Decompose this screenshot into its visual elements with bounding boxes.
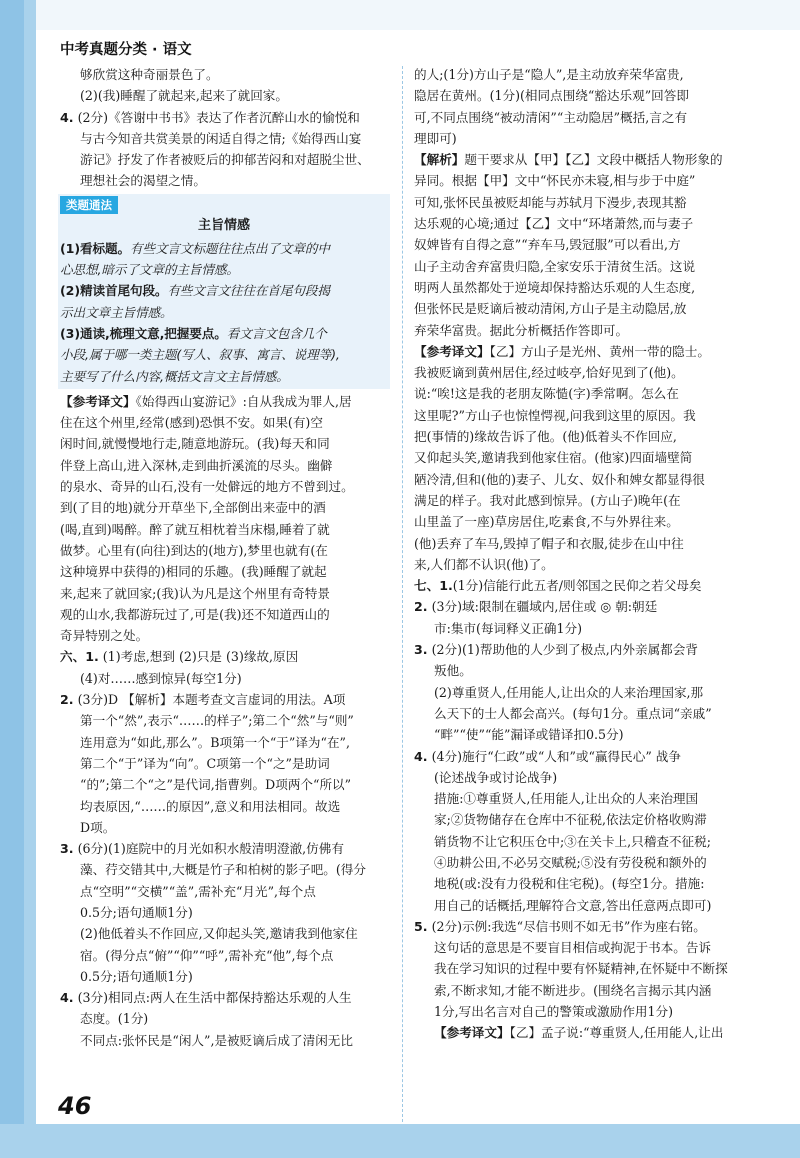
text-line: 措施:①尊重贤人,任用能人,让出众的人来治理国 — [434, 791, 699, 807]
text-line: 奇异特别之处。 — [60, 628, 149, 644]
text-line: 《始得西山宴游记》:自从我成为罪人,居 — [135, 393, 352, 409]
text-line: 态度。(1分) — [80, 1011, 149, 1027]
text-line: (3分)D 【解析】本题考查文言虚词的用法。A项 — [77, 692, 346, 708]
method-label: (2)精读首尾句段。 — [60, 283, 168, 299]
answer-7-5 — [414, 916, 744, 1022]
translation-block — [414, 341, 744, 575]
right-column — [414, 64, 744, 1044]
text-line: (4)对……感到惊异(每空1分) — [80, 670, 242, 686]
text-line: 0.5分;语句通顺1分) — [80, 968, 193, 984]
section-label: 【参考译文】 — [60, 393, 136, 409]
text-line: 么天下的士人都会高兴。(每句1分。重点词“亲戚” — [434, 705, 712, 721]
section-label: 【解析】 — [414, 152, 465, 168]
text-line: 叛他。 — [434, 663, 472, 679]
text-line: “的”;第二个“之”是代词,指曹刿。D项两个“所以” — [80, 777, 352, 793]
text-line: 有些文言文标题往往点出了文章的中 — [129, 240, 330, 256]
text-line: 陋冷清,但和(他的)妻子、儿女、奴仆和婢女都显得很 — [414, 471, 705, 487]
left-column — [60, 64, 390, 1051]
text-line: (喝,直到)喝醉。醉了就互相枕着当床榻,睡着了就 — [60, 521, 330, 537]
answer-7-4 — [414, 746, 744, 916]
text-line: (3分)相同点:两人在生活中都保持豁达乐观的人生 — [77, 990, 352, 1006]
text-line: 点“空明”“交横”“盖”,需补充“月光”,每个点 — [80, 883, 316, 899]
section-label: 【参考译文】 — [434, 1025, 510, 1041]
text-line: 连用意为“如此,那么”。B项第一个“于”译为“在”, — [80, 734, 350, 750]
text-line: 用自己的话概括,理解符合文意,答出任意两点即可) — [434, 897, 712, 913]
text-line: 均表原因,“……的原因”,意义和用法相同。故选 — [80, 798, 341, 814]
text-line: (4分)施行“仁政”或“人和”或“赢得民心” 战争 — [431, 748, 681, 764]
text-line: 到(了目的地)就分开草坐下,全部倒出来壶中的酒 — [60, 500, 326, 516]
text-line: 理想社会的渴望之情。 — [80, 173, 206, 189]
question-number: 3. — [414, 642, 428, 658]
analysis-block — [414, 149, 744, 341]
text-line: (2)尊重贤人,任用能人,让出众的人来治理国家,那 — [434, 684, 704, 700]
text-line: 可知,张怀民虽被贬却能与苏轼月下漫步,表现其豁 — [414, 194, 687, 210]
question-number: 2. — [414, 599, 428, 615]
text-line: 销货物不让它积压仓中;③在关卡上,只稽查不征税; — [434, 833, 711, 849]
text-line: 第一个“然”,表示“……的样子”;第二个“然”与“则” — [80, 713, 354, 729]
question-number: 4. — [60, 990, 74, 1006]
text-line: 隐居在黄州。(1分)(相同点围绕“豁达乐观”回答即 — [414, 88, 689, 104]
page-number: 46 — [58, 1092, 92, 1120]
text-line: 有些文言文往往在首尾句段揭 — [167, 283, 330, 299]
text-line: (他)丢弃了车马,毁掉了帽子和衣服,徒步在山中往 — [414, 535, 684, 551]
text-line: (2分)《答谢中书书》表达了作者沉醉山水的愉悦和 — [77, 109, 360, 125]
text-line: 不同点:张怀民是“闲人”,是被贬谪后成了清闲无比 — [80, 1032, 353, 1048]
answer-7-2 — [414, 596, 744, 639]
method-label: (3)通读,梳理文意,把握要点。 — [60, 325, 227, 341]
section-number: 七、1. — [414, 578, 453, 594]
text-line: (1分)信能行此五者/则邻国之民仰之若父母矣 — [452, 578, 702, 594]
text-line: 这里呢?”方山子也惊惶愕视,问我到这里的原因。我 — [414, 407, 696, 423]
answer-6-2 — [60, 689, 390, 838]
text-line: 来,人们都不认识(他)了。 — [414, 556, 554, 572]
text-line: 主要写了什么内容,概括文言文主旨情感。 — [60, 368, 289, 384]
text-line: 第二个“于”译为“向”。C项第一个“之”是助词 — [80, 755, 330, 771]
text-line: 宿。(得分点“俯”“仰”“呼”,需补充“他”,每个点 — [80, 947, 334, 963]
text-line: 山子主动舍弃富贵归隐,全家安乐于清贫生活。这说 — [414, 258, 696, 274]
text-line: 我被贬谪到黄州居住,经过岐亭,恰好见到了(他)。 — [414, 365, 684, 381]
text-line: 但张怀民是贬谪后被动清闲,方山子是主动隐居,放 — [414, 301, 687, 317]
section-6 — [60, 646, 390, 689]
section-number: 六、1. — [60, 649, 99, 665]
text-line: 小段,属于哪一类主题(写人、叙事、寓言、说理等), — [60, 347, 340, 363]
bottom-band — [0, 1124, 800, 1158]
text-line: 市:集市(每词释义正确1分) — [434, 620, 583, 636]
answer-4 — [60, 107, 390, 192]
text-line: 题干要求从【甲】【乙】文段中概括人物形象的 — [464, 152, 723, 168]
text-line: 心思想,暗示了文章的主旨情感。 — [60, 262, 239, 278]
text-line: 又仰起头笑,邀请我到他家住宿。(他家)四面墙壁简 — [414, 450, 693, 466]
text-line: 地税(或:没有力役税和住宅税)。(每空1分。措施: — [434, 876, 705, 892]
question-number: 4. — [414, 748, 428, 764]
question-number: 2. — [60, 692, 74, 708]
method-box — [58, 194, 390, 389]
question-number: 5. — [414, 918, 428, 934]
text-line: 的泉水、奇异的山石,没有一处僻远的地方不曾到过。 — [60, 479, 354, 495]
text-line: 说:“唉!这是我的老朋友陈慥(字)季常啊。怎么在 — [414, 386, 679, 402]
text-line: 把(事情的)缘故告诉了他。(他)低着头不作回应, — [414, 429, 677, 445]
text-line: “畔”“使”“能”漏译或错译扣0.5分) — [434, 727, 624, 743]
text-line: 1分,写出名言对自己的警策或激励作用1分) — [434, 1004, 674, 1020]
text-line: (6分)(1)庭院中的月光如积水般清明澄澈,仿佛有 — [77, 841, 344, 857]
question-number: 3. — [60, 841, 74, 857]
text-line: 满足的样子。我对此感到惊异。(方山子)晚年(在 — [414, 492, 681, 508]
text-line: (2)(我)睡醒了就起来,起来了就回家。 — [80, 88, 288, 104]
text-line: (3分)域:限制在疆域内,居住或 ◎ 朝:朝廷 — [431, 599, 658, 615]
text-line: 可,不同点围绕“被动清闲”“主动隐居”概括,言之有 — [414, 109, 688, 125]
left-band — [0, 0, 36, 1158]
text-line: 理即可) — [414, 130, 457, 146]
text-line: 够欣赏这种奇丽景色了。 — [80, 67, 219, 82]
text-line: (2)他低着头不作回应,又仰起头笑,邀请我到他家住 — [80, 926, 358, 942]
text-line: 【乙】方山子是光州、黄州一带的隐士。 — [489, 343, 710, 359]
text-line: 做梦。心里有(向往)到达的(地方),梦里也就有(在 — [60, 542, 328, 558]
method-title: 主旨情感 — [197, 217, 250, 233]
text-line: 0.5分;语句通顺1分) — [80, 904, 193, 920]
text-line: (论述战争或讨论战争) — [434, 769, 558, 785]
text-line: 藻、荇交错其中,大概是竹子和柏树的影子吧。(得分 — [80, 862, 366, 878]
text-line: 住在这个州里,经常(感到)恐惧不安。如果(有)空 — [60, 415, 323, 431]
text-line: 奴婢皆有自得之意”“弃车马,毁冠服”可以看出,方 — [414, 237, 681, 253]
text-line: 明两人虽然都处于逆境却保持豁达乐观的人生态度, — [414, 279, 696, 295]
answer-6-4 — [60, 987, 390, 1051]
method-label: (1)看标题。 — [60, 240, 130, 256]
translation-block — [60, 391, 390, 647]
text-line: 看文言文包含几个 — [226, 325, 327, 341]
text-line: 【乙】孟子说:“尊重贤人,任用能人,让出 — [509, 1025, 724, 1041]
text-line: 来,起来了就回家;(我)认为凡是这个州里有奇特景 — [60, 585, 330, 601]
text-line: 闲时间,就慢慢地行走,随意地游玩。(我)每天和同 — [60, 436, 330, 452]
page-title: 中考真题分类 · 语文 — [60, 42, 192, 58]
column-divider — [402, 66, 403, 1122]
text-line: 游记》抒发了作者被贬后的抑郁苦闷和对超脱尘世、 — [80, 152, 370, 168]
answer-6-3 — [60, 838, 390, 987]
text-line: 弃荣华富贵。据此分析概括作答即可。 — [414, 322, 629, 338]
text-line: 我在学习知识的过程中要有怀疑精神,在怀疑中不断探 — [434, 961, 728, 977]
text-line: (2分)(1)帮助他的人少到了极点,内外亲属都会背 — [431, 642, 698, 658]
text-line: ④助耕公田,不必另交赋税;⑤没有劳役税和额外的 — [434, 854, 707, 870]
text-line: 达乐观的心境;通过【乙】文中“环堵萧然,而与妻子 — [414, 216, 694, 232]
text-line: (2分)示例:我选“尽信书则不如无书”作为座右铭。 — [431, 918, 706, 934]
text-line: 索,不断求知,才能不断进步。(围绕名言揭示其内涵 — [434, 982, 712, 998]
text-line: 山里盖了一座)草房居住,吃素食,不与外界往来。 — [414, 514, 679, 530]
text-line: 异同。根据【甲】文中“怀民亦未寝,相与步于中庭” — [414, 173, 696, 189]
text-line: (1)考虑,想到 (2)只是 (3)缘故,原因 — [102, 649, 299, 665]
text-line: 观的山水,我都游玩过了,可是(我)还不知道西山的 — [60, 606, 330, 622]
top-band — [0, 0, 800, 30]
text-line: 这句话的意思是不要盲目相信或拘泥于书本。告诉 — [434, 940, 712, 956]
answer-7-3 — [414, 639, 744, 745]
text-line: 示出文章主旨情感。 — [60, 304, 173, 320]
text-line: D项。 — [80, 819, 116, 835]
method-tag: 类题通法 — [60, 196, 118, 214]
text-line: 伴登上高山,进入深林,走到曲折溪流的尽头。幽僻 — [60, 457, 333, 473]
section-7 — [414, 575, 744, 596]
text-line: 家;②货物储存在仓库中不征税,依法定价格收购滞 — [434, 812, 707, 828]
text-line: 的人;(1分)方山子是“隐人”,是主动放弃荣华富贵, — [414, 67, 684, 82]
section-label: 【参考译文】 — [414, 343, 490, 359]
text-line: 与古今知音共赏美景的闲适自得之情;《始得西山宴 — [80, 130, 362, 146]
text-line: 这种境界中获得的)相同的乐趣。(我)睡醒了就起 — [60, 564, 327, 580]
question-number: 4. — [60, 109, 74, 125]
